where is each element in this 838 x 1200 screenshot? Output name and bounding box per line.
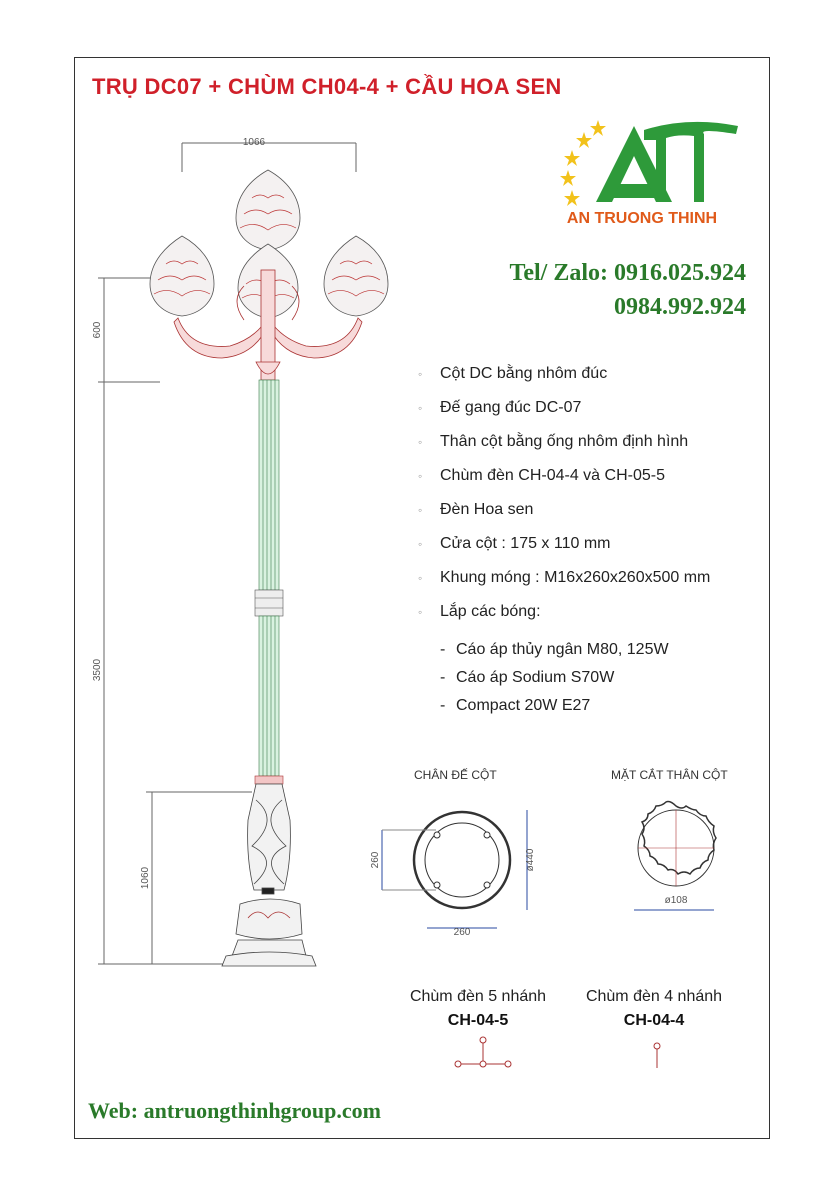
spec-item: ◦ Cột DC bằng nhôm đúc	[418, 362, 710, 396]
base-section-title: CHÂN ĐẾ CỘT	[414, 768, 497, 782]
phone-line-2[interactable]: 0984.992.924	[614, 294, 746, 320]
spec-item: ◦ Thân cột bằng ống nhôm định hình	[418, 430, 710, 464]
shaft-dim-bottom: ø108	[664, 895, 688, 906]
spec-item: ◦ Đế gang đúc DC-07	[418, 396, 710, 430]
bulb-item: - Cáo áp thủy ngân M80, 125W	[440, 641, 669, 658]
spec-item: ◦ Cửa cột : 175 x 110 mm	[418, 532, 710, 566]
bulb-item: - Compact 20W E27	[440, 697, 591, 714]
chum5-icon	[455, 1037, 511, 1067]
phone-line-1[interactable]: Tel/ Zalo: 0916.025.924	[509, 260, 746, 286]
spec-item: ◦ Khung móng : M16x260x260x500 mm	[418, 566, 710, 600]
chum4-code: CH-04-4	[623, 1012, 685, 1029]
post-base	[222, 784, 316, 966]
base-section-drawing	[382, 810, 527, 928]
shaft-section-drawing	[634, 802, 716, 911]
spec-item: ◦ Đèn Hoa sen	[418, 498, 710, 532]
dim-base-height: 1060	[140, 866, 151, 890]
bulb-item: - Cáo áp Sodium S70W	[440, 669, 615, 686]
shaft-section-title: MẶT CẮT THÂN CỘT	[611, 768, 728, 782]
chum4-label: Chùm đèn 4 nhánh	[585, 988, 723, 1005]
chum4-icon	[654, 1043, 660, 1068]
base-dim-left: 260	[370, 851, 381, 869]
website-link[interactable]: Web: antruongthinhgroup.com	[88, 1098, 381, 1123]
spec-item: ◦ Lắp các bóng:	[418, 600, 710, 634]
dim-shaft-height: 3500	[92, 658, 103, 682]
page-title: TRỤ DC07 + CHÙM CH04-4 + CẦU HOA SEN	[92, 74, 562, 99]
chum5-label: Chùm đèn 5 nhánh	[409, 988, 547, 1005]
base-dim-right: ø440	[525, 848, 536, 872]
spec-item: ◦ Chùm đèn CH-04-4 và CH-05-5	[418, 464, 710, 498]
chum5-code: CH-04-5	[447, 1012, 509, 1029]
post-shaft	[255, 380, 283, 784]
dim-arm-height: 600	[92, 321, 103, 339]
dim-width-top: 1066	[242, 137, 266, 148]
brand-name: AN TRUONG THINH	[566, 210, 718, 227]
base-dim-bottom: 260	[453, 927, 471, 938]
